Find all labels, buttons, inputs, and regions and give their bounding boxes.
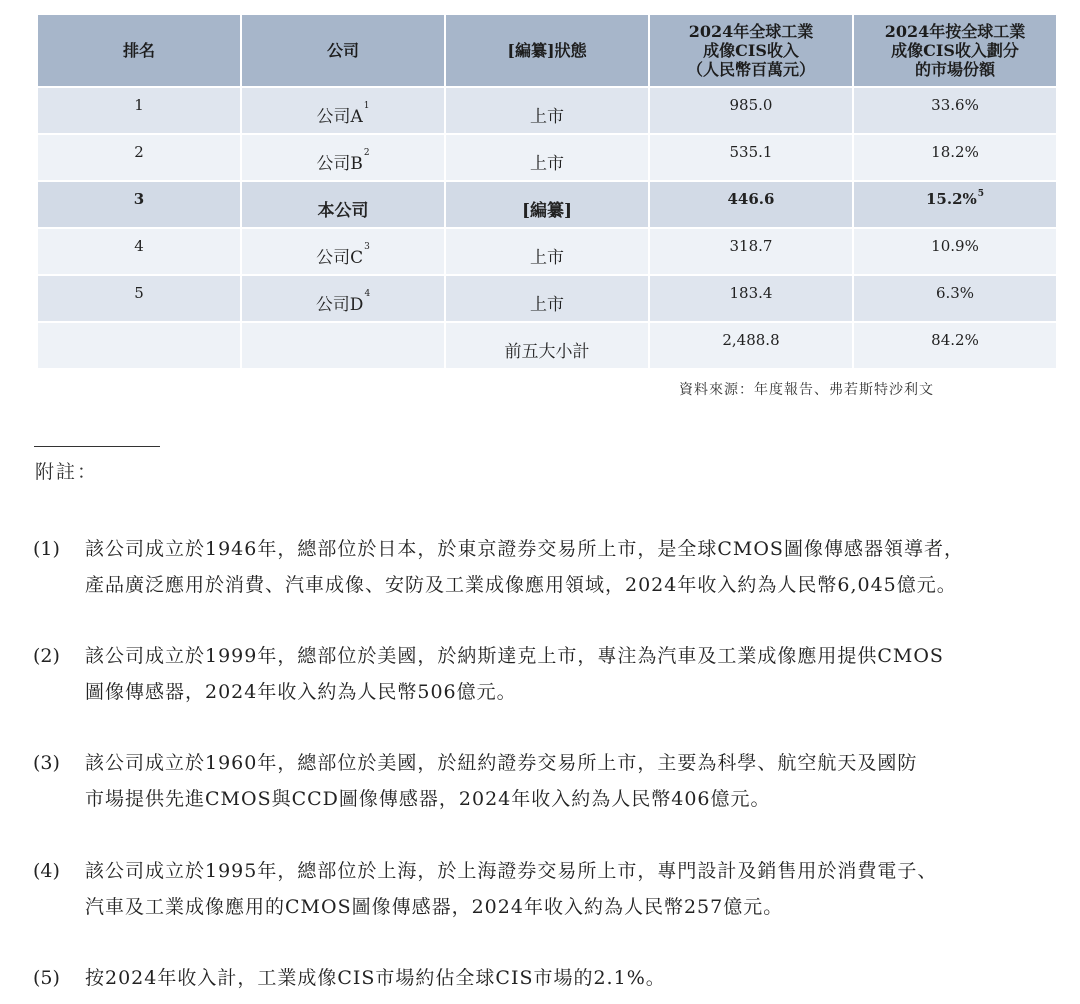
footnote-marker: 3 xyxy=(364,242,370,252)
share-value: 18.2% xyxy=(931,143,979,161)
subtotal-row xyxy=(38,323,1056,370)
table-row-highlighted xyxy=(38,182,1056,229)
table-row xyxy=(38,229,1056,276)
revenue-cell: 535.1 xyxy=(650,135,852,182)
company-cell xyxy=(242,182,444,229)
status-cell: 上市 xyxy=(446,135,648,182)
share-value: 10.9% xyxy=(931,237,979,255)
footnote-line: 市場提供先進CMOS與CCD圖像傳感器，2024年收入約為人民幣406億元。 xyxy=(85,788,771,810)
status-cell: [編纂] xyxy=(446,182,648,229)
footnote-marker: 1 xyxy=(363,101,370,111)
company-cell xyxy=(242,88,444,135)
footnote-line: 該公司成立於1995年，總部位於上海，於上海證券交易所上市，專門設計及銷售用於消費電子、 xyxy=(85,860,938,882)
subtotal-share: 84.2% xyxy=(854,323,1056,370)
footnote-number: (3) xyxy=(33,752,60,774)
table-header-row xyxy=(38,15,1056,88)
company-name: 公司C xyxy=(316,248,364,268)
revenue-cell: 318.7 xyxy=(650,229,852,276)
share-cell xyxy=(854,229,1056,276)
status-cell: 上市 xyxy=(446,276,648,323)
footnote-item xyxy=(33,531,1053,603)
footnote-item xyxy=(33,638,1053,710)
company-name: 公司D xyxy=(315,295,364,315)
market-share-table xyxy=(36,15,1058,370)
share-value: 33.6% xyxy=(931,96,979,114)
table-row xyxy=(38,135,1056,182)
footnote-line: 該公司成立於1946年，總部位於日本，於東京證券交易所上市，是全球CMOS圖像傳感器領導者， xyxy=(85,538,964,560)
company-cell xyxy=(242,229,444,276)
footnote-item xyxy=(33,960,1053,996)
footnote-divider xyxy=(34,446,160,447)
revenue-cell: 183.4 xyxy=(650,276,852,323)
header-revenue-line: 成像CIS收入 xyxy=(703,41,799,60)
footnote-marker: 4 xyxy=(364,289,371,299)
share-value: 15.2% xyxy=(925,190,977,208)
source-note: 資料來源：年度報告、弗若斯特沙利文 xyxy=(679,382,934,398)
share-value: 6.3% xyxy=(935,284,975,302)
company-name: 本公司 xyxy=(317,201,369,221)
header-company: 公司 xyxy=(242,15,444,88)
empty-cell xyxy=(38,323,240,370)
header-share-line: 成像CIS收入劃分 xyxy=(891,41,1019,60)
header-rank: 排名 xyxy=(38,15,240,88)
header-revenue-line: 2024年全球工業 xyxy=(688,22,814,41)
rank-cell: 2 xyxy=(38,135,240,182)
header-status: [編纂]狀態 xyxy=(446,15,648,88)
empty-cell xyxy=(242,323,444,370)
footnote-item xyxy=(33,745,1053,817)
footnote-marker: 2 xyxy=(363,148,370,158)
rank-cell: 1 xyxy=(38,88,240,135)
rank-cell: 5 xyxy=(38,276,240,323)
footnote-marker: 5 xyxy=(977,189,985,199)
status-cell: 上市 xyxy=(446,88,648,135)
status-cell: 上市 xyxy=(446,229,648,276)
footnote-line: 產品廣泛應用於消費、汽車成像、安防及工業成像應用領域，2024年收入約為人民幣6,045億元。 xyxy=(85,574,957,596)
company-name: 公司A xyxy=(316,107,363,127)
revenue-cell: 446.6 xyxy=(650,182,852,229)
footnote-item xyxy=(33,853,1053,925)
notes-title: 附註： xyxy=(35,461,99,483)
footnote-line: 按2024年收入計，工業成像CIS市場約佔全球CIS市場的2.1%。 xyxy=(85,967,666,989)
company-cell xyxy=(242,276,444,323)
header-share-line: 的市場份額 xyxy=(914,60,995,79)
footnote-number: (5) xyxy=(33,967,60,989)
footnote-number: (4) xyxy=(33,860,60,882)
footnote-line: 汽車及工業成像應用的CMOS圖像傳感器，2024年收入約為人民幣257億元。 xyxy=(85,896,784,918)
footnote-number: (2) xyxy=(33,645,60,667)
header-share xyxy=(854,15,1056,88)
share-cell xyxy=(854,135,1056,182)
header-revenue xyxy=(650,15,852,88)
rank-cell: 4 xyxy=(38,229,240,276)
rank-cell: 3 xyxy=(38,182,240,229)
footnote-line: 該公司成立於1999年，總部位於美國，於納斯達克上市，專注為汽車及工業成像應用提供CMOS xyxy=(85,645,944,667)
company-cell xyxy=(242,135,444,182)
table-row xyxy=(38,88,1056,135)
header-share-line: 2024年按全球工業 xyxy=(884,22,1026,41)
footnote-line: 該公司成立於1960年，總部位於美國，於紐約證券交易所上市，主要為科學、航空航天及國防 xyxy=(85,752,918,774)
footnote-line: 圖像傳感器，2024年收入約為人民幣506億元。 xyxy=(85,681,517,703)
share-cell xyxy=(854,88,1056,135)
header-revenue-line: （人民幣百萬元） xyxy=(686,60,815,79)
share-cell xyxy=(854,182,1056,229)
table-row xyxy=(38,276,1056,323)
footnote-number: (1) xyxy=(33,538,60,560)
share-cell xyxy=(854,276,1056,323)
subtotal-label: 前五大小計 xyxy=(446,323,648,370)
revenue-cell: 985.0 xyxy=(650,88,852,135)
subtotal-revenue: 2,488.8 xyxy=(650,323,852,370)
company-name: 公司B xyxy=(316,154,363,174)
